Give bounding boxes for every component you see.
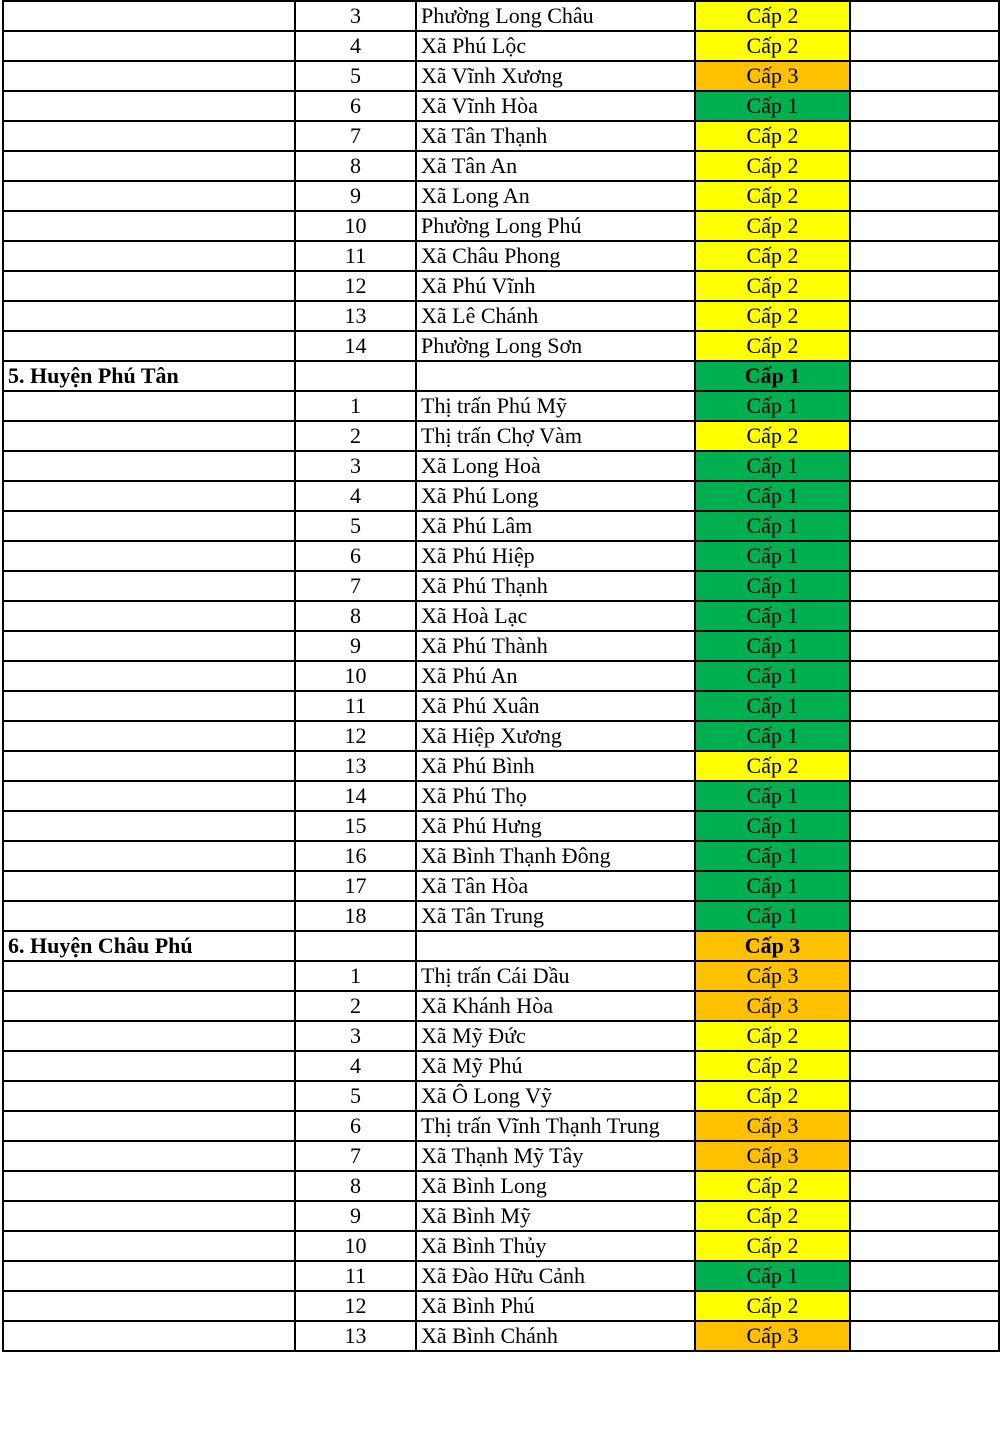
empty-cell xyxy=(850,1321,999,1351)
district-cell xyxy=(3,991,295,1021)
district-cell xyxy=(3,1081,295,1111)
commune-name-cell: Xã Châu Phong xyxy=(416,241,695,271)
table-row xyxy=(3,391,999,421)
district-cell: 6. Huyện Châu Phú xyxy=(3,931,295,961)
commune-name-cell: Phường Long Sơn xyxy=(416,331,695,361)
index-cell: 6 xyxy=(295,1111,416,1141)
commune-name-cell: Xã Vĩnh Hòa xyxy=(416,91,695,121)
district-cell xyxy=(3,661,295,691)
index-cell: 10 xyxy=(295,211,416,241)
empty-cell xyxy=(850,1291,999,1321)
level-cell: Cấp 1 xyxy=(695,571,850,601)
district-cell xyxy=(3,601,295,631)
district-cell xyxy=(3,451,295,481)
empty-cell xyxy=(850,181,999,211)
level-cell: Cấp 2 xyxy=(695,1,850,31)
index-cell xyxy=(295,361,416,391)
table-row xyxy=(3,991,999,1021)
table-row xyxy=(3,481,999,511)
index-cell: 13 xyxy=(295,1321,416,1351)
index-cell: 2 xyxy=(295,421,416,451)
level-cell: Cấp 1 xyxy=(695,511,850,541)
level-cell: Cấp 2 xyxy=(695,1051,850,1081)
commune-name-cell: Phường Long Phú xyxy=(416,211,695,241)
district-cell xyxy=(3,151,295,181)
index-cell: 1 xyxy=(295,391,416,421)
empty-cell xyxy=(850,271,999,301)
level-cell: Cấp 1 xyxy=(695,691,850,721)
empty-cell xyxy=(850,481,999,511)
level-cell: Cấp 1 xyxy=(695,481,850,511)
commune-name-cell: Xã Tân Trung xyxy=(416,901,695,931)
commune-name-cell: Xã Phú Hiệp xyxy=(416,541,695,571)
level-cell: Cấp 1 xyxy=(695,721,850,751)
commune-name-cell: Xã Phú Bình xyxy=(416,751,695,781)
district-cell xyxy=(3,1171,295,1201)
commune-level-table xyxy=(2,0,1000,1352)
empty-cell xyxy=(850,61,999,91)
commune-name-cell: Xã Tân An xyxy=(416,151,695,181)
index-cell: 8 xyxy=(295,151,416,181)
table-row xyxy=(3,541,999,571)
empty-cell xyxy=(850,841,999,871)
district-row xyxy=(3,361,999,391)
empty-cell xyxy=(850,631,999,661)
level-cell: Cấp 2 xyxy=(695,421,850,451)
district-cell xyxy=(3,901,295,931)
table-row xyxy=(3,631,999,661)
empty-cell xyxy=(850,661,999,691)
table-row xyxy=(3,901,999,931)
level-cell: Cấp 1 xyxy=(695,451,850,481)
index-cell: 4 xyxy=(295,481,416,511)
index-cell: 17 xyxy=(295,871,416,901)
index-cell: 18 xyxy=(295,901,416,931)
district-cell xyxy=(3,301,295,331)
district-cell xyxy=(3,1111,295,1141)
level-cell: Cấp 1 xyxy=(695,541,850,571)
level-cell: Cấp 1 xyxy=(695,91,850,121)
commune-name-cell: Xã Phú Lâm xyxy=(416,511,695,541)
table-row xyxy=(3,1291,999,1321)
level-cell: Cấp 3 xyxy=(695,961,850,991)
table-row xyxy=(3,1021,999,1051)
table-row xyxy=(3,331,999,361)
commune-name-cell: Xã Khánh Hòa xyxy=(416,991,695,1021)
empty-cell xyxy=(850,1261,999,1291)
district-cell xyxy=(3,1,295,31)
index-cell: 6 xyxy=(295,91,416,121)
district-cell xyxy=(3,1261,295,1291)
level-cell: Cấp 1 xyxy=(695,661,850,691)
commune-name-cell: Thị trấn Vĩnh Thạnh Trung xyxy=(416,1111,695,1141)
commune-name-cell: Xã Bình Phú xyxy=(416,1291,695,1321)
index-cell: 8 xyxy=(295,1171,416,1201)
commune-name-cell: Phường Long Châu xyxy=(416,1,695,31)
index-cell: 5 xyxy=(295,1081,416,1111)
empty-cell xyxy=(850,301,999,331)
commune-name-cell: Thị trấn Cái Dầu xyxy=(416,961,695,991)
table-row xyxy=(3,61,999,91)
empty-cell xyxy=(850,901,999,931)
level-cell: Cấp 3 xyxy=(695,991,850,1021)
index-cell: 7 xyxy=(295,571,416,601)
level-cell: Cấp 2 xyxy=(695,271,850,301)
empty-cell xyxy=(850,151,999,181)
level-cell: Cấp 3 xyxy=(695,931,850,961)
table-row xyxy=(3,181,999,211)
empty-cell xyxy=(850,1,999,31)
commune-name-cell: Xã Phú Hưng xyxy=(416,811,695,841)
empty-cell xyxy=(850,511,999,541)
table-row xyxy=(3,211,999,241)
level-cell: Cấp 2 xyxy=(695,1291,850,1321)
level-cell: Cấp 1 xyxy=(695,901,850,931)
district-cell xyxy=(3,1051,295,1081)
district-row xyxy=(3,931,999,961)
district-cell xyxy=(3,271,295,301)
district-cell xyxy=(3,1231,295,1261)
commune-name-cell: Xã Bình Thạnh Đông xyxy=(416,841,695,871)
index-cell: 10 xyxy=(295,661,416,691)
table-body xyxy=(3,1,999,1351)
table-row xyxy=(3,241,999,271)
index-cell: 9 xyxy=(295,631,416,661)
commune-name-cell: Xã Tân Thạnh xyxy=(416,121,695,151)
index-cell: 14 xyxy=(295,331,416,361)
district-cell xyxy=(3,91,295,121)
level-cell: Cấp 1 xyxy=(695,781,850,811)
commune-name-cell: Xã Phú Thành xyxy=(416,631,695,661)
level-cell: Cấp 2 xyxy=(695,751,850,781)
commune-name-cell: Xã Phú Thọ xyxy=(416,781,695,811)
commune-name-cell: Xã Lê Chánh xyxy=(416,301,695,331)
table-row xyxy=(3,811,999,841)
table-row xyxy=(3,1231,999,1261)
district-cell xyxy=(3,511,295,541)
index-cell: 13 xyxy=(295,301,416,331)
commune-name-cell: Xã Phú Xuân xyxy=(416,691,695,721)
district-cell xyxy=(3,571,295,601)
level-cell: Cấp 2 xyxy=(695,301,850,331)
level-cell: Cấp 2 xyxy=(695,121,850,151)
table-row xyxy=(3,151,999,181)
empty-cell xyxy=(850,871,999,901)
table-row xyxy=(3,1201,999,1231)
commune-name-cell: Xã Bình Chánh xyxy=(416,1321,695,1351)
district-cell xyxy=(3,241,295,271)
level-cell: Cấp 2 xyxy=(695,1081,850,1111)
empty-cell xyxy=(850,1171,999,1201)
index-cell: 11 xyxy=(295,1261,416,1291)
level-cell: Cấp 1 xyxy=(695,811,850,841)
commune-name-cell: Xã Bình Mỹ xyxy=(416,1201,695,1231)
table-row xyxy=(3,1,999,31)
level-cell: Cấp 1 xyxy=(695,841,850,871)
index-cell: 11 xyxy=(295,691,416,721)
level-cell: Cấp 2 xyxy=(695,181,850,211)
district-cell xyxy=(3,1141,295,1171)
level-cell: Cấp 1 xyxy=(695,361,850,391)
commune-name-cell: Xã Long Hoà xyxy=(416,451,695,481)
index-cell: 4 xyxy=(295,1051,416,1081)
empty-cell xyxy=(850,721,999,751)
index-cell: 12 xyxy=(295,1291,416,1321)
commune-name-cell: Xã Thạnh Mỹ Tây xyxy=(416,1141,695,1171)
index-cell: 2 xyxy=(295,991,416,1021)
level-cell: Cấp 1 xyxy=(695,871,850,901)
table-row xyxy=(3,661,999,691)
empty-cell xyxy=(850,391,999,421)
empty-cell xyxy=(850,931,999,961)
commune-name-cell: Xã Mỹ Phú xyxy=(416,1051,695,1081)
commune-name-cell: Xã Phú An xyxy=(416,661,695,691)
commune-name-cell: Xã Bình Thủy xyxy=(416,1231,695,1261)
district-cell xyxy=(3,871,295,901)
district-cell xyxy=(3,961,295,991)
level-cell: Cấp 3 xyxy=(695,1141,850,1171)
index-cell: 3 xyxy=(295,451,416,481)
commune-name-cell: Xã Hoà Lạc xyxy=(416,601,695,631)
level-cell: Cấp 2 xyxy=(695,211,850,241)
empty-cell xyxy=(850,601,999,631)
empty-cell xyxy=(850,1231,999,1261)
table-row xyxy=(3,1111,999,1141)
district-cell xyxy=(3,841,295,871)
district-cell xyxy=(3,1291,295,1321)
table-row xyxy=(3,871,999,901)
district-cell xyxy=(3,691,295,721)
empty-cell xyxy=(850,1081,999,1111)
table-row xyxy=(3,1141,999,1171)
index-cell: 7 xyxy=(295,121,416,151)
table-row xyxy=(3,91,999,121)
index-cell xyxy=(295,931,416,961)
index-cell: 13 xyxy=(295,751,416,781)
index-cell: 12 xyxy=(295,271,416,301)
commune-name-cell: Xã Phú Long xyxy=(416,481,695,511)
index-cell: 6 xyxy=(295,541,416,571)
empty-cell xyxy=(850,811,999,841)
table-row xyxy=(3,1051,999,1081)
table-row xyxy=(3,1081,999,1111)
empty-cell xyxy=(850,451,999,481)
empty-cell xyxy=(850,121,999,151)
index-cell: 8 xyxy=(295,601,416,631)
empty-cell xyxy=(850,361,999,391)
level-cell: Cấp 3 xyxy=(695,1111,850,1141)
commune-name-cell: Xã Đào Hữu Cảnh xyxy=(416,1261,695,1291)
level-cell: Cấp 1 xyxy=(695,601,850,631)
commune-name-cell: Xã Vĩnh Xương xyxy=(416,61,695,91)
commune-name-cell: Xã Phú Thạnh xyxy=(416,571,695,601)
level-cell: Cấp 2 xyxy=(695,1171,850,1201)
table-row xyxy=(3,1171,999,1201)
empty-cell xyxy=(850,541,999,571)
level-cell: Cấp 2 xyxy=(695,1021,850,1051)
level-cell: Cấp 2 xyxy=(695,331,850,361)
district-cell xyxy=(3,751,295,781)
district-cell xyxy=(3,181,295,211)
level-cell: Cấp 2 xyxy=(695,151,850,181)
index-cell: 11 xyxy=(295,241,416,271)
empty-cell xyxy=(850,91,999,121)
commune-name-cell: Xã Phú Lộc xyxy=(416,31,695,61)
empty-cell xyxy=(850,1021,999,1051)
district-cell xyxy=(3,811,295,841)
district-cell xyxy=(3,391,295,421)
empty-cell xyxy=(850,1201,999,1231)
district-cell: 5. Huyện Phú Tân xyxy=(3,361,295,391)
empty-cell xyxy=(850,331,999,361)
index-cell: 16 xyxy=(295,841,416,871)
table-row xyxy=(3,841,999,871)
district-cell xyxy=(3,1321,295,1351)
district-cell xyxy=(3,31,295,61)
commune-name-cell xyxy=(416,361,695,391)
district-cell xyxy=(3,541,295,571)
table-row xyxy=(3,271,999,301)
level-cell: Cấp 2 xyxy=(695,1231,850,1261)
table-row xyxy=(3,1261,999,1291)
commune-name-cell: Xã Hiệp Xương xyxy=(416,721,695,751)
index-cell: 10 xyxy=(295,1231,416,1261)
district-cell xyxy=(3,61,295,91)
table-row xyxy=(3,721,999,751)
table-row xyxy=(3,511,999,541)
index-cell: 12 xyxy=(295,721,416,751)
commune-name-cell: Xã Ô Long Vỹ xyxy=(416,1081,695,1111)
index-cell: 14 xyxy=(295,781,416,811)
empty-cell xyxy=(850,421,999,451)
empty-cell xyxy=(850,961,999,991)
level-cell: Cấp 3 xyxy=(695,61,850,91)
table-row xyxy=(3,601,999,631)
level-cell: Cấp 2 xyxy=(695,241,850,271)
district-cell xyxy=(3,481,295,511)
commune-name-cell: Xã Mỹ Đức xyxy=(416,1021,695,1051)
table-row xyxy=(3,421,999,451)
table-row xyxy=(3,961,999,991)
empty-cell xyxy=(850,241,999,271)
index-cell: 7 xyxy=(295,1141,416,1171)
empty-cell xyxy=(850,781,999,811)
table-row xyxy=(3,301,999,331)
level-cell: Cấp 1 xyxy=(695,631,850,661)
district-cell xyxy=(3,421,295,451)
table-row xyxy=(3,451,999,481)
district-cell xyxy=(3,631,295,661)
commune-name-cell xyxy=(416,931,695,961)
commune-name-cell: Thị trấn Chợ Vàm xyxy=(416,421,695,451)
district-cell xyxy=(3,1021,295,1051)
index-cell: 9 xyxy=(295,1201,416,1231)
index-cell: 5 xyxy=(295,511,416,541)
empty-cell xyxy=(850,571,999,601)
district-cell xyxy=(3,211,295,241)
level-cell: Cấp 2 xyxy=(695,31,850,61)
empty-cell xyxy=(850,1111,999,1141)
level-cell: Cấp 1 xyxy=(695,391,850,421)
index-cell: 3 xyxy=(295,1021,416,1051)
commune-name-cell: Xã Phú Vĩnh xyxy=(416,271,695,301)
table-row xyxy=(3,781,999,811)
table-row xyxy=(3,691,999,721)
index-cell: 15 xyxy=(295,811,416,841)
level-cell: Cấp 3 xyxy=(695,1321,850,1351)
empty-cell xyxy=(850,991,999,1021)
commune-name-cell: Xã Long An xyxy=(416,181,695,211)
empty-cell xyxy=(850,211,999,241)
empty-cell xyxy=(850,691,999,721)
commune-name-cell: Thị trấn Phú Mỹ xyxy=(416,391,695,421)
empty-cell xyxy=(850,1141,999,1171)
table-row xyxy=(3,751,999,781)
index-cell: 4 xyxy=(295,31,416,61)
index-cell: 5 xyxy=(295,61,416,91)
level-cell: Cấp 1 xyxy=(695,1261,850,1291)
empty-cell xyxy=(850,751,999,781)
district-cell xyxy=(3,331,295,361)
district-cell xyxy=(3,1201,295,1231)
table-row xyxy=(3,121,999,151)
empty-cell xyxy=(850,31,999,61)
table-row xyxy=(3,31,999,61)
level-cell: Cấp 2 xyxy=(695,1201,850,1231)
district-cell xyxy=(3,781,295,811)
commune-name-cell: Xã Bình Long xyxy=(416,1171,695,1201)
index-cell: 9 xyxy=(295,181,416,211)
index-cell: 3 xyxy=(295,1,416,31)
empty-cell xyxy=(850,1051,999,1081)
district-cell xyxy=(3,721,295,751)
index-cell: 1 xyxy=(295,961,416,991)
district-cell xyxy=(3,121,295,151)
table-row xyxy=(3,1321,999,1351)
table-row xyxy=(3,571,999,601)
commune-name-cell: Xã Tân Hòa xyxy=(416,871,695,901)
